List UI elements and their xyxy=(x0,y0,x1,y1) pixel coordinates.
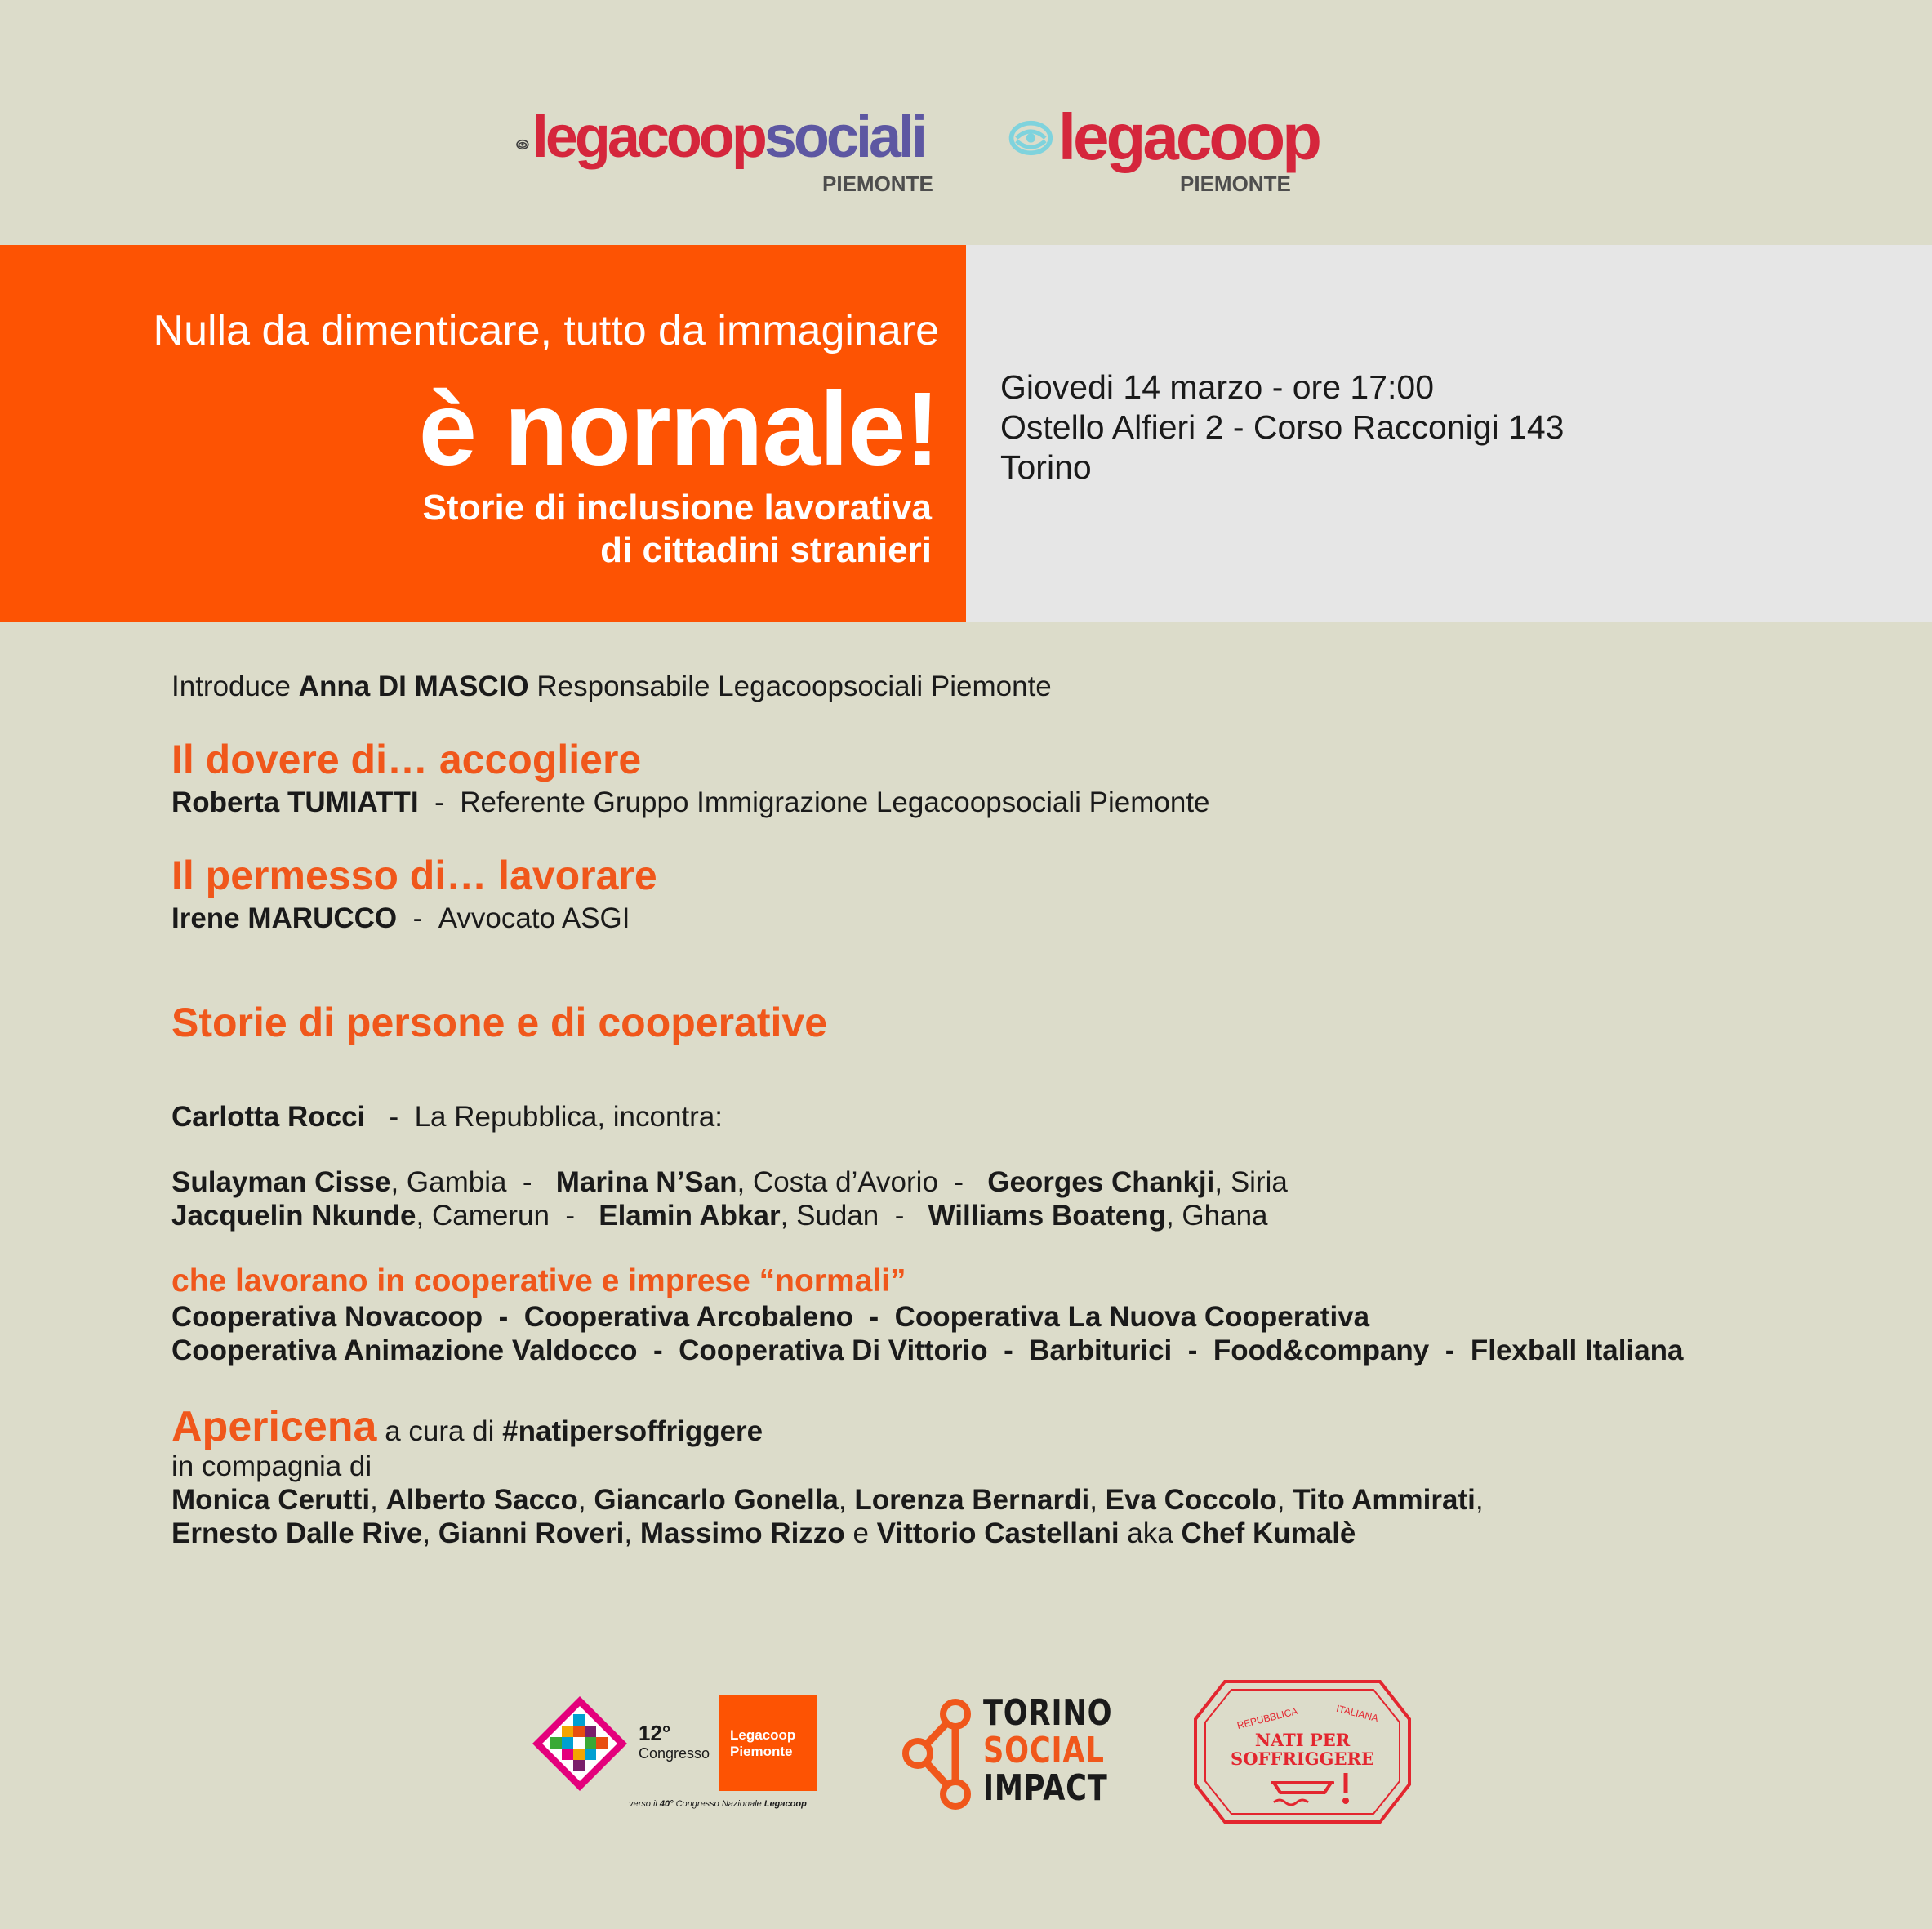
tsi-line-2: SOCIAL xyxy=(983,1730,1105,1771)
guest-name: Elamin Abkar xyxy=(599,1200,781,1232)
company-label: in compagnia di xyxy=(171,1450,372,1482)
logo-word-legacoop-2: legacoop xyxy=(1057,100,1319,173)
section-speaker-line-1: Roberta TUMIATTI - Referente Gruppo Immigrazione Legacoopsociali Piemonte xyxy=(171,786,1210,818)
cooperative-name: Cooperativa Arcobaleno xyxy=(523,1301,854,1333)
guest-name: Monica Cerutti xyxy=(171,1484,371,1516)
moderator-name: Carlotta Rocci xyxy=(171,1101,366,1133)
cooperative-name: Cooperativa Di Vittorio xyxy=(679,1334,988,1366)
guest-country: Sudan xyxy=(796,1200,879,1232)
cooperative-name: Food&company xyxy=(1213,1334,1430,1366)
tagline: Nulla da dimenticare, tutto da immaginare xyxy=(153,307,939,354)
cooperatives-line-2: Cooperativa Animazione Valdocco - Cooperativa Di Vittorio - Barbiturici - Food&company - Flexball Italiana xyxy=(171,1334,1684,1366)
tsi-line-1: TORINO xyxy=(983,1692,1113,1734)
guest-name: Giancarlo Gonella xyxy=(594,1484,839,1516)
aka-label: aka xyxy=(1127,1517,1173,1549)
section-speaker-line-2: Irene MARUCCO - Avvocato ASGI xyxy=(171,902,630,934)
stamp-title-line-1: NATI PER xyxy=(1254,1730,1351,1750)
logo-region-label-2: PIEMONTE xyxy=(1180,172,1291,196)
subtitle-line-2: di cittadini stranieri xyxy=(600,530,932,570)
cooperatives-heading: che lavorano in cooperative e imprese “normali” xyxy=(171,1263,906,1299)
title-banner xyxy=(0,245,966,622)
guest-name: Vittorio Castellani xyxy=(876,1517,1120,1549)
apericena-curated-by: #natipersoffriggere xyxy=(502,1415,763,1447)
note-part: 40° xyxy=(659,1799,674,1809)
company-line-1: Monica Cerutti, Alberto Sacco, Giancarlo Gonella, Lorenza Bernardi, Eva Coccolo, Tito Ammirati, xyxy=(171,1484,1484,1516)
network-nodes-icon xyxy=(898,1695,980,1813)
intro-prefix: Introduce xyxy=(171,670,291,702)
logo-word-legacoop: legacoop xyxy=(532,105,764,170)
cooperative-name: Cooperativa Novacoop xyxy=(171,1301,483,1333)
note-part: Legacoop xyxy=(763,1799,807,1809)
logo-word-sociali: sociali xyxy=(763,105,924,170)
stories-heading: Storie di persone e di cooperative xyxy=(171,1000,828,1045)
guest-name: Williams Boateng xyxy=(928,1200,1166,1232)
guest-country: Ghana xyxy=(1182,1200,1268,1232)
section-heading-lavorare: Il permesso di… lavorare xyxy=(171,853,657,898)
guest-name: Alberto Sacco xyxy=(385,1484,578,1516)
congresso-logo xyxy=(531,1695,825,1817)
nati-per-soffriggere-stamp xyxy=(1192,1678,1413,1825)
company-line-2: Ernesto Dalle Rive, Gianni Roveri, Massimo Rizzo e Vittorio Castellani aka Chef Kumalè xyxy=(171,1517,1356,1549)
guest-name: Jacquelin Nkunde xyxy=(171,1200,416,1232)
conjunction: e xyxy=(852,1517,869,1549)
cooperative-name: Cooperativa Animazione Valdocco xyxy=(171,1334,638,1366)
subtitle-line-1: Storie di inclusione lavorativa xyxy=(422,488,932,528)
section-heading-accogliere: Il dovere di… accogliere xyxy=(171,737,642,782)
event-subtitle xyxy=(422,487,932,572)
congresso-label: Congresso xyxy=(639,1745,710,1762)
moderator-role: La Repubblica, incontra: xyxy=(414,1101,723,1133)
guest-country: Gambia xyxy=(406,1166,507,1198)
legacoop-swirl-icon xyxy=(1008,111,1053,165)
legacoop-logo xyxy=(1008,100,1319,196)
speaker-role: Avvocato ASGI xyxy=(438,902,630,934)
cooperative-name: Cooperativa La Nuova Cooperativa xyxy=(894,1301,1370,1333)
moderator-line: Carlotta Rocci - La Repubblica, incontra: xyxy=(171,1101,723,1133)
guest-name: Eva Coccolo xyxy=(1105,1484,1277,1516)
torino-social-impact-logo xyxy=(898,1692,1113,1813)
cooperative-name: Flexball Italiana xyxy=(1470,1334,1684,1366)
speaker-name: Irene MARUCCO xyxy=(171,902,398,934)
event-date-time: Giovedi 14 marzo - ore 17:00 xyxy=(1000,368,1434,406)
event-city: Torino xyxy=(1000,448,1092,486)
intro-role: Responsabile Legacoopsociali Piemonte xyxy=(536,670,1052,702)
tsi-line-3: IMPACT xyxy=(983,1767,1108,1809)
apericena-curated-prefix: a cura di xyxy=(385,1415,495,1447)
guest-name: Gianni Roveri xyxy=(438,1517,625,1549)
stamp-top-right: ITALIANA xyxy=(1335,1702,1380,1725)
event-info-panel xyxy=(966,245,1932,622)
congresso-note xyxy=(629,1799,807,1809)
tsi-wordmark xyxy=(983,1692,1113,1809)
guest-country: Costa d’Avorio xyxy=(752,1166,938,1198)
apericena-line xyxy=(171,1403,763,1452)
guest-name: Lorenza Bernardi xyxy=(854,1484,1090,1516)
logo-region-label: PIEMONTE xyxy=(822,172,933,196)
stamp-title xyxy=(1192,1731,1413,1768)
guest-name: Georges Chankji xyxy=(987,1166,1215,1198)
stamp-title-line-2: SOFFRIGGERE xyxy=(1231,1749,1374,1769)
speaker-role: Referente Gruppo Immigrazione Legacoopsociali Piemonte xyxy=(460,786,1210,818)
guest-name: Massimo Rizzo xyxy=(639,1517,845,1549)
guests-line-2: Jacquelin Nkunde, Camerun - Elamin Abkar, Sudan - Williams Boateng, Ghana xyxy=(171,1200,1268,1232)
guest-name: Tito Ammirati xyxy=(1293,1484,1476,1516)
intro-line xyxy=(171,670,1052,703)
event-info xyxy=(1000,368,1564,488)
guests-line-1: Sulayman Cisse, Gambia - Marina N’San, Costa d’Avorio - Georges Chankji, Siria xyxy=(171,1166,1288,1198)
chef-name: Chef Kumalè xyxy=(1181,1517,1356,1549)
intro-name: Anna DI MASCIO xyxy=(298,670,529,702)
cooperatives-line-1: Cooperativa Novacoop - Cooperativa Arcobaleno - Cooperativa La Nuova Cooperativa xyxy=(171,1301,1370,1333)
note-part: verso il xyxy=(629,1799,657,1809)
guest-country: Siria xyxy=(1230,1166,1288,1198)
legacoop-square-line-2: Piemonte xyxy=(730,1744,793,1759)
cooperative-name: Barbiturici xyxy=(1029,1334,1173,1366)
speaker-name: Roberta TUMIATTI xyxy=(171,786,419,818)
guest-name: Marina N’San xyxy=(555,1166,737,1198)
guest-name: Ernesto Dalle Rive xyxy=(171,1517,423,1549)
apericena-heading: Apericena xyxy=(171,1403,377,1450)
congresso-mosaic-icon xyxy=(531,1695,629,1793)
legacoop-square-line-1: Legacoop xyxy=(730,1727,796,1743)
guest-name: Sulayman Cisse xyxy=(171,1166,391,1198)
note-part: Congresso Nazionale xyxy=(675,1799,762,1809)
stamp-top-left: REPUBBLICA xyxy=(1235,1705,1299,1731)
event-venue: Ostello Alfieri 2 - Corso Racconigi 143 xyxy=(1000,408,1565,446)
event-title: è normale! xyxy=(418,371,939,488)
legacoop-piemonte-square xyxy=(719,1695,817,1791)
legacoopsociali-swirl-icon xyxy=(516,118,529,172)
congresso-number: 12° xyxy=(639,1721,671,1745)
legacoopsociali-logo xyxy=(516,105,933,198)
guest-country: Camerun xyxy=(431,1200,550,1232)
